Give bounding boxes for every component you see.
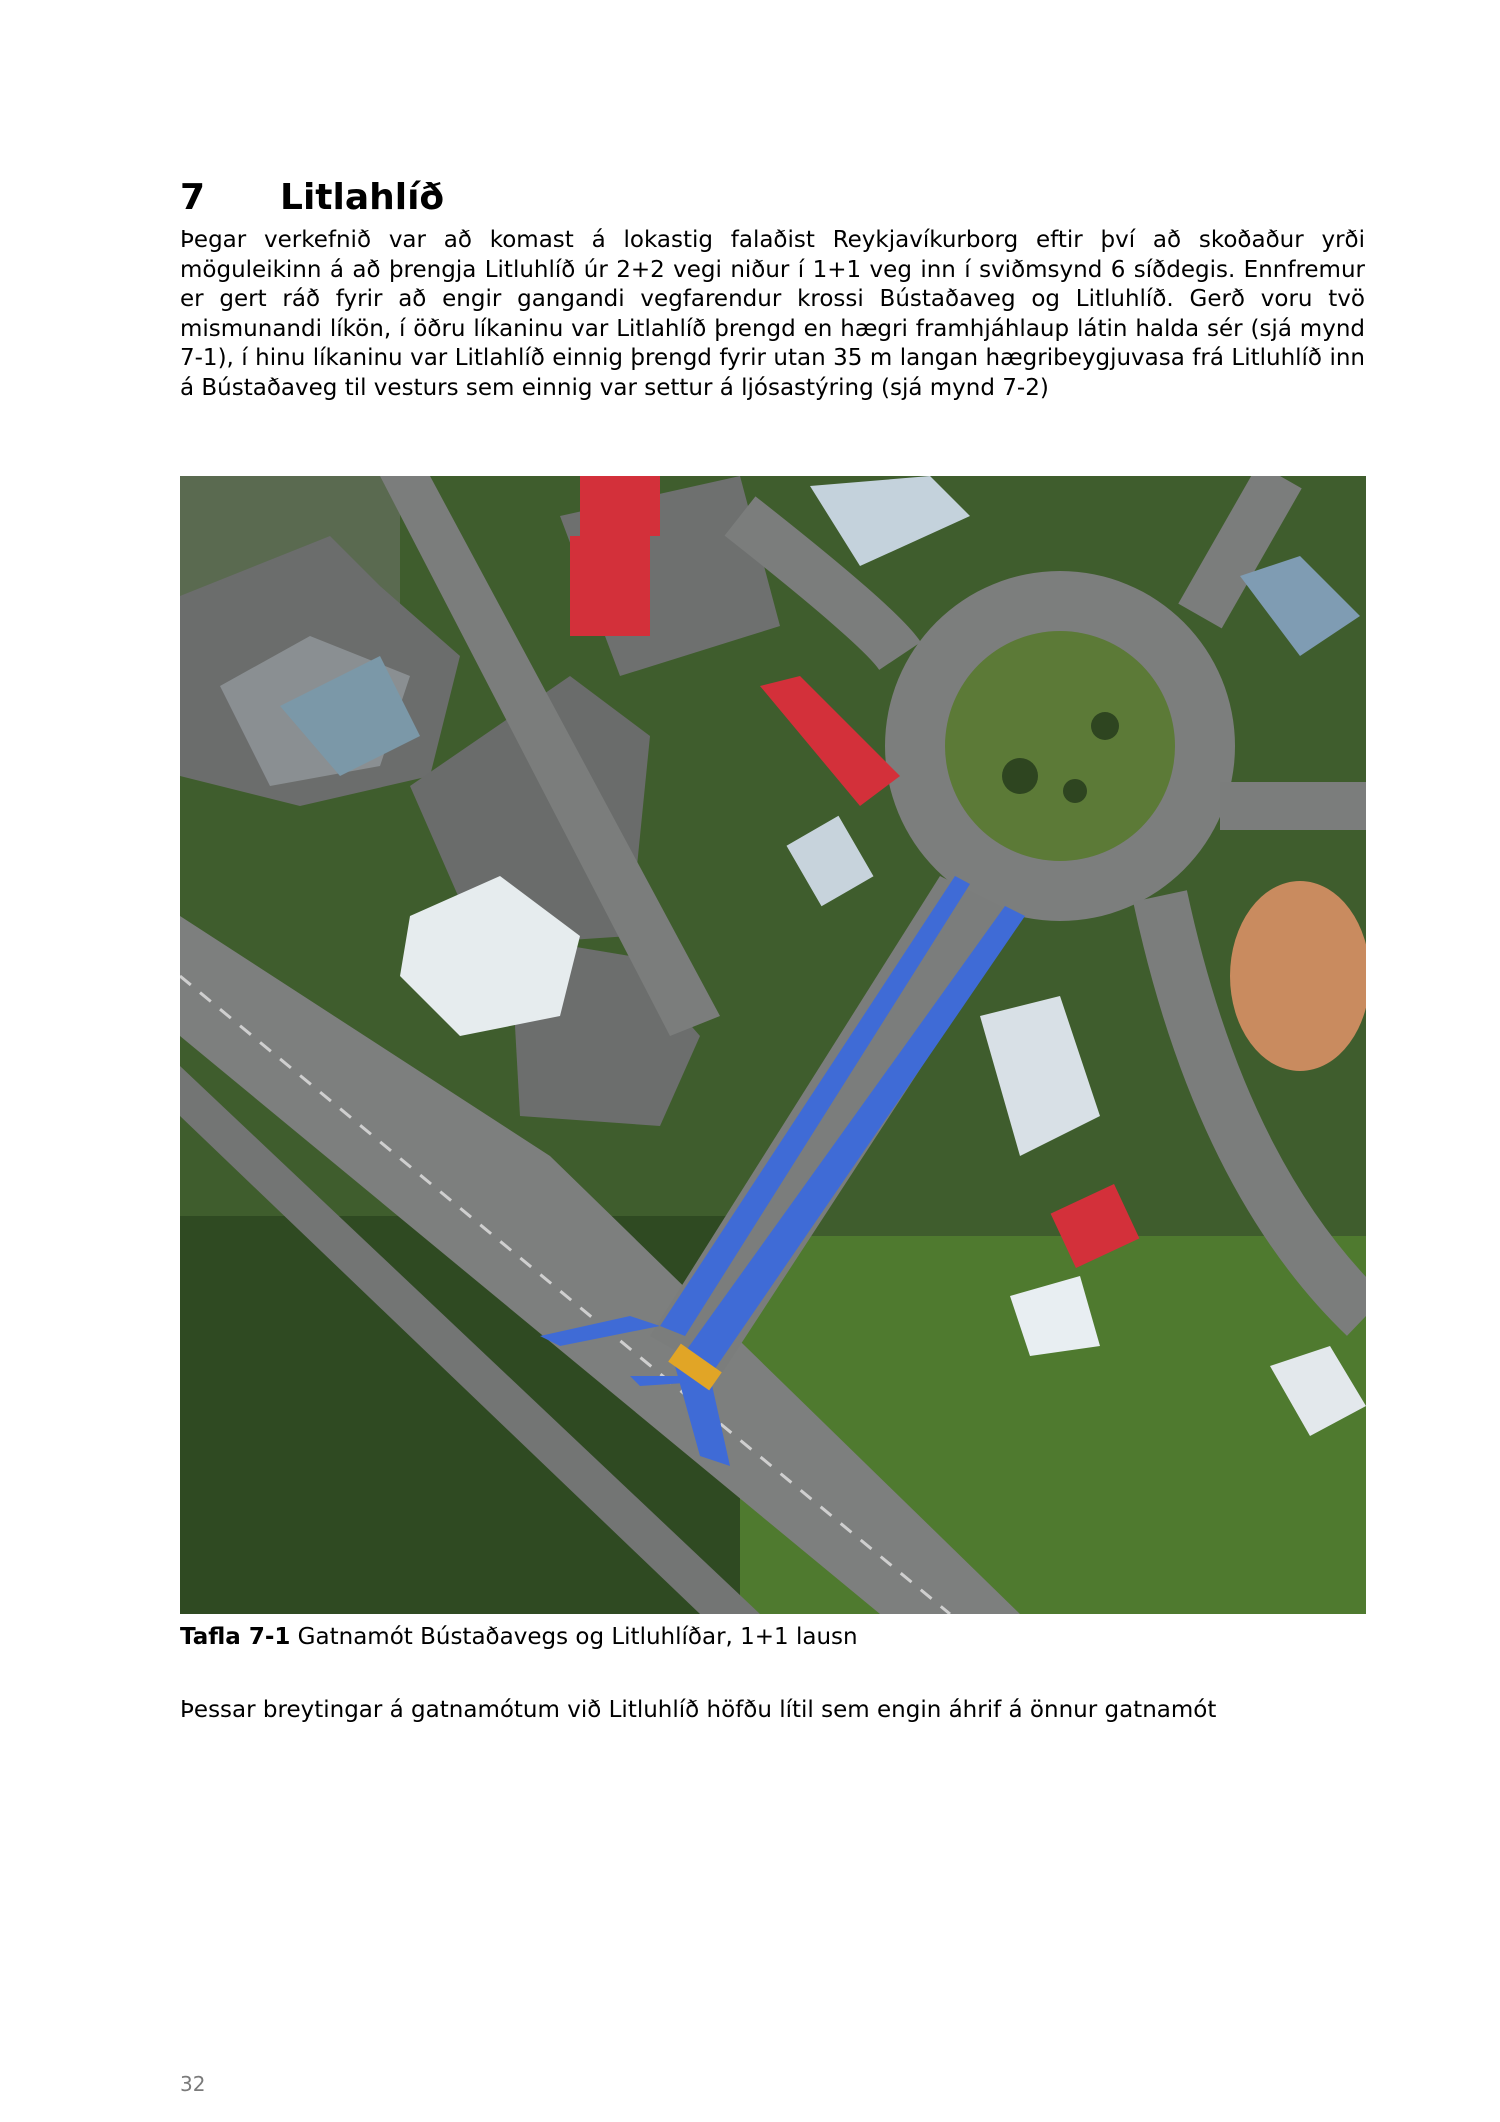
section-number: 7 — [180, 177, 206, 218]
red-roof-building — [580, 476, 660, 536]
caption-label: Tafla 7-1 — [180, 1624, 291, 1650]
playground — [1230, 881, 1366, 1071]
closing-paragraph: Þessar breytingar á gatnamótum við Litluhlíð höfðu lítil sem engin áhrif á önnur gatnamót — [180, 1697, 1217, 1723]
body-paragraph: Þegar verkefnið var að komast á lokastig falaðist Reykjavíkurborg eftir því að skoðaður yrði möguleikinn á að þrengja Litluhlíð úr 2+2 vegi niður í 1+1 veg inn í sviðmsynd 6 síðdegis. Ennfremur er gert ráð fyrir að engir gangandi vegfarendur krossi Bústaðaveg og Litluhlíð. Gerð voru tvö mismunandi líkön, í öðru líkaninu var Litlahlíð þrengd en hægri framhjáhlaup látin halda sér (sjá mynd 7-1), í hinu líkaninu var Litlahlíð einnig þrengd fyrir utan 35 m langan hægribeygjuvasa frá Litluhlíð inn á Bústaðaveg til vesturs sem einnig var settur á ljósastýring (sjá mynd 7-2) — [180, 227, 1365, 401]
section-title: Litlahlíð — [280, 177, 445, 218]
roundabout-island — [945, 631, 1175, 861]
figure-caption — [180, 1622, 858, 1652]
aerial-map — [180, 476, 1366, 1614]
caption-text: Gatnamót Bústaðavegs og Litluhlíðar, 1+1 lausn — [290, 1624, 858, 1650]
page-number: 32 — [180, 2072, 206, 2096]
aerial-photo — [180, 476, 1366, 1614]
section-heading — [180, 176, 444, 220]
